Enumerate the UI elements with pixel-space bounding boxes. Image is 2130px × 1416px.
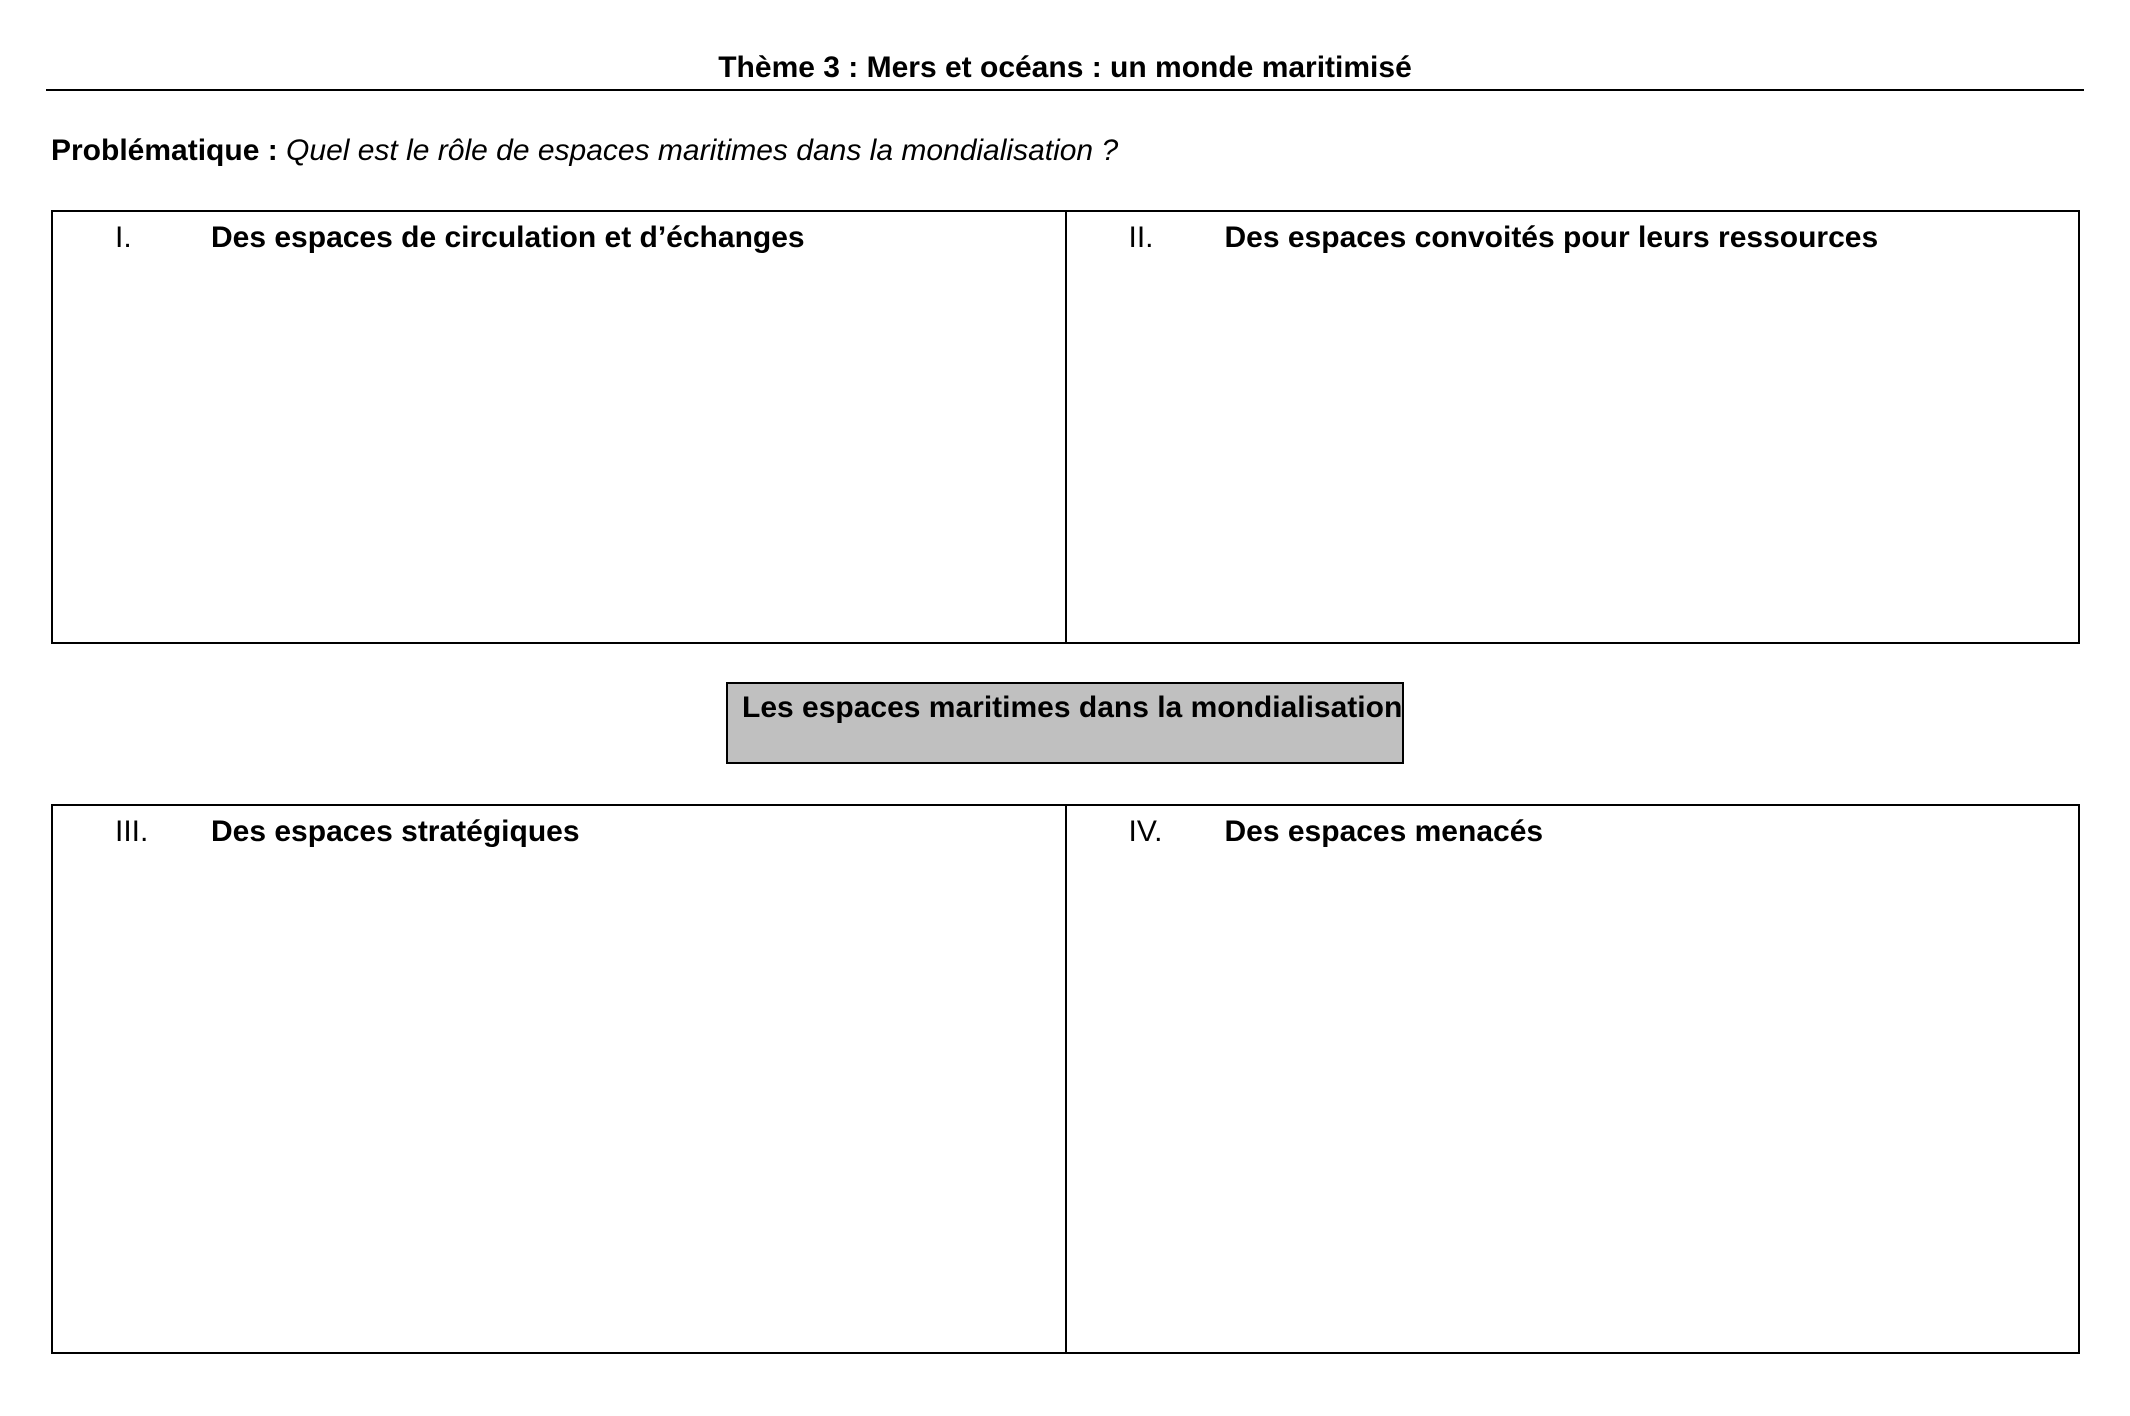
section-numeral: III. bbox=[115, 815, 149, 848]
section-numeral: I. bbox=[115, 221, 132, 254]
section-heading-1 bbox=[115, 218, 1055, 258]
section-numeral: II. bbox=[1128, 221, 1154, 254]
page-title: Thème 3 : Mers et océans : un monde maritimisé bbox=[718, 51, 1412, 84]
problematique-label: Problématique : bbox=[51, 134, 278, 167]
section-cell-2[interactable] bbox=[1065, 212, 2079, 642]
central-theme-label: Les espaces maritimes dans la mondialisation bbox=[742, 691, 1403, 724]
central-theme-box bbox=[726, 682, 1404, 764]
problematique-question: Quel est le rôle de espaces maritimes dans la mondialisation ? bbox=[286, 134, 1119, 167]
section-heading-2 bbox=[1129, 218, 2069, 258]
section-numeral: IV. bbox=[1128, 815, 1163, 848]
section-cell-1[interactable] bbox=[53, 212, 1065, 642]
section-title: Des espaces de circulation et d’échanges bbox=[211, 221, 805, 254]
section-cell-3[interactable] bbox=[53, 806, 1065, 1352]
section-title: Des espaces stratégiques bbox=[211, 815, 580, 848]
section-heading-3 bbox=[115, 812, 1055, 852]
section-title: Des espaces menacés bbox=[1224, 815, 1544, 848]
section-cell-4[interactable] bbox=[1065, 806, 2079, 1352]
section-title: Des espaces convoités pour leurs ressources bbox=[1224, 221, 1879, 254]
problematique-line bbox=[51, 131, 1118, 171]
title-divider bbox=[46, 89, 2084, 91]
sections-table-bottom bbox=[51, 804, 2080, 1354]
section-heading-4 bbox=[1129, 812, 2069, 852]
sections-table-top bbox=[51, 210, 2080, 644]
